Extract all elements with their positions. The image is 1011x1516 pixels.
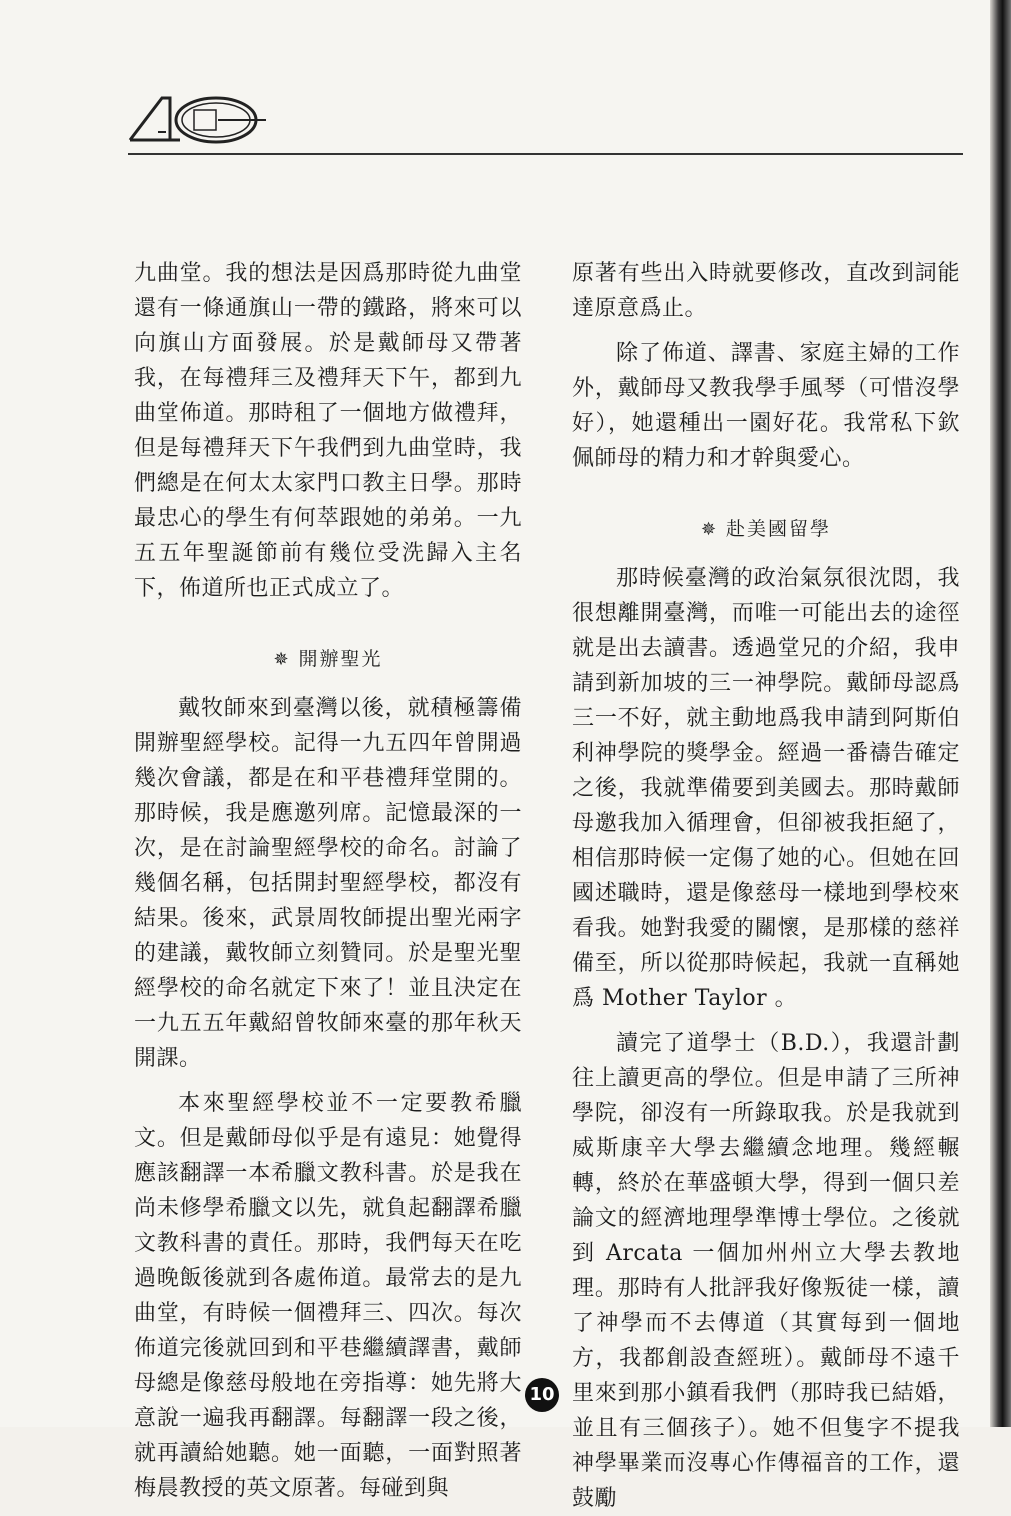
section-heading-text: 開辦聖光: [298, 648, 383, 670]
star-bullet-icon: ✵: [273, 649, 291, 670]
paragraph: 本來聖經學校並不一定要教希臘文。但是戴師母似乎是有遠見：她覺得應該翻譯一本希臘文教科書。於是我在尚未修學希臘文以先，就負起翻譯希臘文教科書的責任。那時，我們每天在吃過晚飯後就到各處佈道。最常去的是九曲堂，有時候一個禮拜三、四次。每次佈道完後就回到和平巷繼續譯書，戴師母總是像慈母般地在旁指導：她先將大意說一遍我再翻譯。每翻譯一段之後，就再讀給她聽。她一面聽，一面對照著梅晨教授的英文原著。每碰到與: [134, 1091, 522, 1501]
star-bullet-icon: ✵: [700, 519, 719, 540]
section-heading: [572, 512, 960, 547]
logo-40-graphic: [128, 92, 268, 150]
section-heading-text: 赴美國留學: [726, 518, 832, 540]
page-number: 10: [525, 1378, 559, 1412]
paragraph: 戴牧師來到臺灣以後，就積極籌備開辦聖經學校。記得一九五四年曾開過幾次會議，都是在和平巷禮拜堂開的。那時候，我是應邀列席。記憶最深的一次，是在討論聖經學校的命名。討論了幾個名稱，包括開封聖經學校，都沒有結果。後來，武景周牧師提出聖光兩字的建議，戴牧師立刻贊同。於是聖光聖經學校的命名就定下來了！並且決定在一九五五年戴紹曾牧師來臺的那年秋天開課。: [134, 696, 522, 1071]
paragraph: 那時候臺灣的政治氣氛很沈悶，我很想離開臺灣，而唯一可能出去的途徑就是出去讀書。透過堂兄的介紹，我申請到新加坡的三一神學院。戴師母認爲三一不好，就主動地爲我申請到阿斯伯利神學院的獎學金。經過一番禱告確定之後，我就準備要到美國去。那時戴師母邀我加入循理會，但卻被我拒絕了，相信那時候一定傷了她的心。但她在回國述職時，還是像慈母一樣地到學校來看我。她對我愛的關懷，是那樣的慈祥備至，所以從那時候起，我就一直稱她爲 Mother Taylor 。: [572, 566, 960, 1011]
header-rule: [128, 153, 963, 155]
section-heading: [134, 642, 522, 677]
binding-edge: [990, 0, 1011, 1427]
paragraph: 原著有些出入時就要修改，直改到詞能達原意爲止。: [572, 261, 960, 321]
paragraph: 讀完了道學士（B.D.），我還計劃往上讀更高的學位。但是申請了三所神學院，卻沒有一所錄取我。於是我就到威斯康辛大學去繼續念地理。幾經輾轉，終於在華盛頓大學，得到一個只差論文的經濟地理學準博士學位。之後就到 Arcata 一個加州州立大學去教地理。那時有人批評我好像叛徒一樣，讀了神學而不去傳道（其實每到一個地方，我都創設查經班）。戴師母不遠千里來到那小鎮看我們（那時我已結婚，並且有三個孩子）。她不但隻字不提我神學畢業而沒專心作傳福音的工作，還鼓勵: [572, 1031, 960, 1511]
anniversary-logo: [128, 92, 268, 150]
right-column: [572, 256, 960, 1516]
left-column: [134, 256, 522, 1506]
paragraph: 九曲堂。我的想法是因爲那時從九曲堂還有一條通旗山一帶的鐵路，將來可以向旗山方面發展。於是戴師母又帶著我，在每禮拜三及禮拜天下午，都到九曲堂佈道。那時租了一個地方做禮拜，但是每禮拜天下午我們到九曲堂時，我們總是在何太太家門口教主日學。那時最忠心的學生有何萃跟她的弟弟。一九五五年聖誕節前有幾位受洗歸入主名下，佈道所也正式成立了。: [134, 261, 522, 601]
paragraph: 除了佈道、譯書、家庭主婦的工作外，戴師母又教我學手風琴（可惜沒學好），她還種出一園好花。我常私下欽佩師母的精力和才幹與愛心。: [572, 341, 960, 471]
